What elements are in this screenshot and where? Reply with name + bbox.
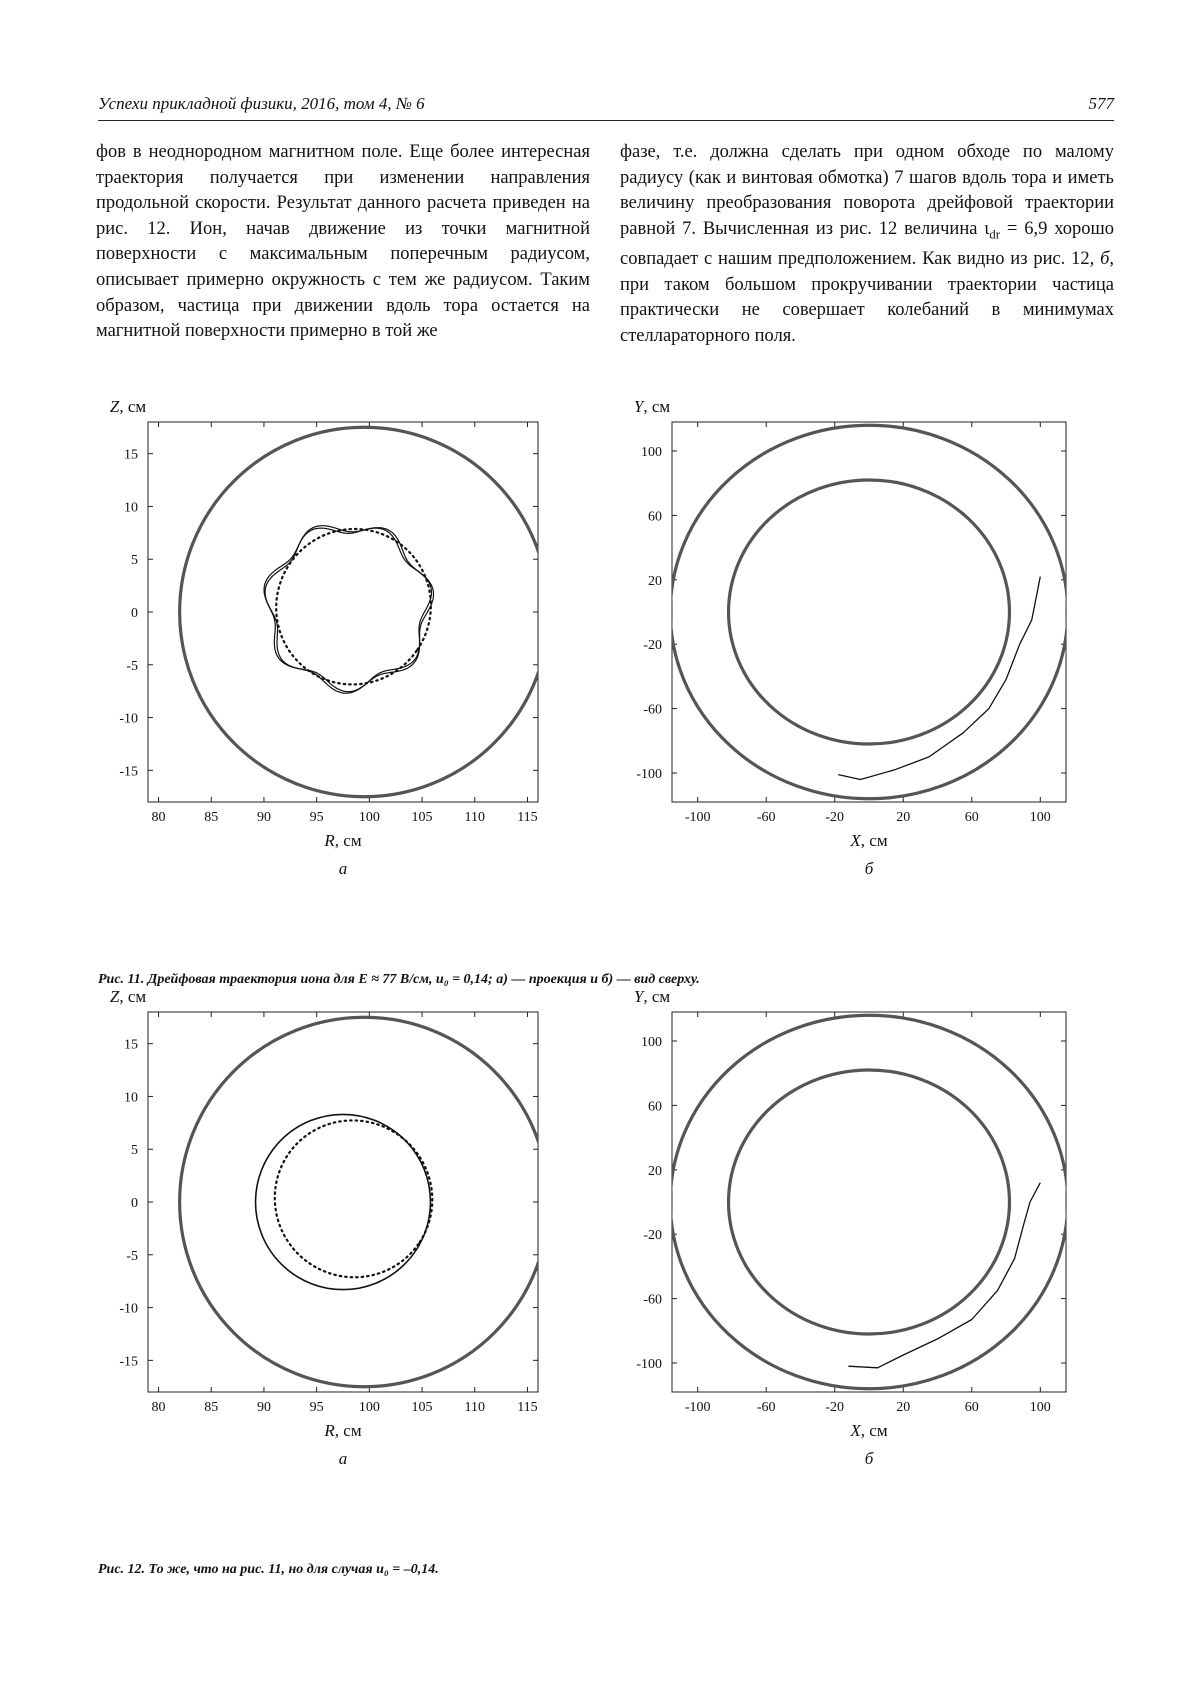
y-tick-label: 100 <box>641 444 662 460</box>
running-header <box>98 94 1114 118</box>
vacuum-chamber <box>180 1017 549 1386</box>
x-tick-label: 100 <box>358 1400 380 1415</box>
paragraph-right-part1: фазе, т.е. должна сделать при одном обходе по малому радиусу (как и винтовая обмотка) 7 шагов вдоль тора и иметь величину преобразования поворота дрейфовой траектории равной 7. Вычисленная из рис. 12 величина ι <box>620 142 1114 239</box>
fig12-caption: Рис. 12. То же, что на рис. 11, но для случая u₀ = –0,14. <box>98 1562 439 1577</box>
y-tick-label: 10 <box>124 500 138 516</box>
y-tick-label: 5 <box>131 553 138 569</box>
y-tick-label: -15 <box>119 1354 138 1370</box>
y-axis-label: Z, см <box>109 398 147 416</box>
y-tick-label: 5 <box>131 1143 138 1159</box>
paragraph-right-part3: , при таком большом прокручивании траектории частица практически не совершает колебаний в минимумах стеллараторного поля. <box>620 249 1114 346</box>
x-axis-label: R, см <box>324 1421 362 1440</box>
x-tick-label: 60 <box>964 1400 979 1415</box>
y-tick-label: 60 <box>648 1099 662 1115</box>
x-tick-label: 100 <box>1029 810 1051 825</box>
plot-area <box>670 1015 1067 1389</box>
y-tick-label: -15 <box>119 764 138 780</box>
y-axis-label: Z, см <box>109 988 147 1006</box>
inner-torus-wall <box>729 480 1010 744</box>
panel-label: б <box>864 1449 874 1468</box>
y-tick-label: -5 <box>126 1248 138 1264</box>
x-axis-label: X, см <box>850 831 888 850</box>
x-tick-label: 100 <box>358 810 380 825</box>
iota-subscript: dr <box>989 226 1001 242</box>
plot-frame <box>148 1012 538 1392</box>
y-tick-label: -60 <box>643 1292 662 1308</box>
y-tick-label: 10 <box>124 1090 138 1106</box>
x-tick-label: -100 <box>684 1400 711 1415</box>
y-tick-label: -5 <box>126 658 138 674</box>
x-tick-label: 95 <box>309 1400 324 1415</box>
y-axis-label: Y, см <box>633 988 671 1006</box>
drift-trajectory-2 <box>264 526 433 694</box>
panel-label: б <box>864 859 874 878</box>
y-tick-label: 60 <box>648 509 662 525</box>
x-tick-label: 110 <box>464 810 485 825</box>
fig12b-plot <box>600 988 1100 1480</box>
x-axis-label: R, см <box>324 831 362 850</box>
x-tick-label: 95 <box>309 810 324 825</box>
panel-ref-b: б <box>1100 249 1110 270</box>
drift-trajectory <box>256 1114 431 1289</box>
text-column-left <box>96 140 590 345</box>
vacuum-chamber <box>180 427 549 796</box>
y-tick-label: -10 <box>119 1301 138 1317</box>
fig11a-plot <box>80 398 560 890</box>
paragraph-right-part2: = 6,9 хорошо совпадает с нашим предположением. Как видно из рис. 12, <box>620 218 1114 270</box>
panel-label: а <box>338 1449 348 1468</box>
y-tick-label: -10 <box>119 711 138 727</box>
x-tick-label: -60 <box>756 810 776 825</box>
y-tick-label: 20 <box>648 573 662 589</box>
y-tick-label: -100 <box>636 767 662 783</box>
x-axis-label: X, см <box>850 1421 888 1440</box>
plot-area <box>180 427 549 796</box>
y-tick-label: -20 <box>643 638 662 654</box>
fig12a-plot <box>80 988 560 1480</box>
y-tick-label: 15 <box>124 447 138 463</box>
x-tick-label: 90 <box>256 810 271 825</box>
header-rule <box>98 120 1114 121</box>
x-tick-label: 85 <box>204 1400 219 1415</box>
drift-trajectory <box>265 528 431 692</box>
y-axis-label: Y, см <box>633 398 671 416</box>
x-tick-label: 105 <box>411 810 433 825</box>
plot-frame <box>148 422 538 802</box>
x-tick-label: 115 <box>517 810 538 825</box>
x-tick-label: 85 <box>204 810 219 825</box>
y-tick-label: -100 <box>636 1357 662 1373</box>
x-tick-label: -100 <box>684 810 711 825</box>
y-tick-label: 0 <box>131 1196 138 1211</box>
x-tick-label: 90 <box>256 1400 271 1415</box>
text-column-right <box>620 140 1114 349</box>
x-tick-label: 20 <box>896 1400 911 1415</box>
x-tick-label: 80 <box>151 810 166 825</box>
panel-label: а <box>338 859 348 878</box>
page-number: 577 <box>1088 94 1114 113</box>
x-tick-label: 100 <box>1029 1400 1051 1415</box>
x-tick-label: 110 <box>464 1400 485 1415</box>
y-tick-label: 0 <box>131 606 138 621</box>
fig11-caption: Рис. 11. Дрейфовая траектория иона для E ≈ 77 В/см, u₀ = 0,14; а) — проекция и б) — вид сверху. <box>98 972 700 987</box>
x-tick-label: 60 <box>964 810 979 825</box>
magnetic-surface <box>246 499 462 715</box>
x-tick-label: -20 <box>825 1400 845 1415</box>
plot-area <box>180 1017 549 1386</box>
paragraph-right <box>620 140 1114 349</box>
journal-title: Успехи прикладной физики, 2016, том 4, № 6 <box>98 94 425 113</box>
inner-torus-wall <box>729 1070 1010 1334</box>
x-tick-label: 20 <box>896 810 911 825</box>
y-tick-label: 20 <box>648 1163 662 1179</box>
y-tick-label: -60 <box>643 702 662 718</box>
x-tick-label: 80 <box>151 1400 166 1415</box>
y-tick-label: 100 <box>641 1034 662 1050</box>
x-tick-label: 105 <box>411 1400 433 1415</box>
x-tick-label: -60 <box>756 1400 776 1415</box>
x-tick-label: 115 <box>517 1400 538 1415</box>
fig11b-plot <box>600 398 1100 890</box>
paragraph-left: фов в неоднородном магнитном поле. Еще более интересная траектория получается при изменении направления продольной скорости. Результат данного расчета приведен на рис. 12. Ион, начав движение из точки магнитной поверхности с максимальным поперечным радиусом, описывает примерно окружность с тем же радиусом. Таким образом, частица при движении вдоль тора остается на магнитной поверхности примерно в той же <box>96 142 590 342</box>
x-tick-label: -20 <box>825 810 845 825</box>
y-tick-label: -20 <box>643 1228 662 1244</box>
drift-trajectory <box>848 1183 1040 1368</box>
y-tick-label: 15 <box>124 1037 138 1053</box>
plot-area <box>670 425 1067 799</box>
